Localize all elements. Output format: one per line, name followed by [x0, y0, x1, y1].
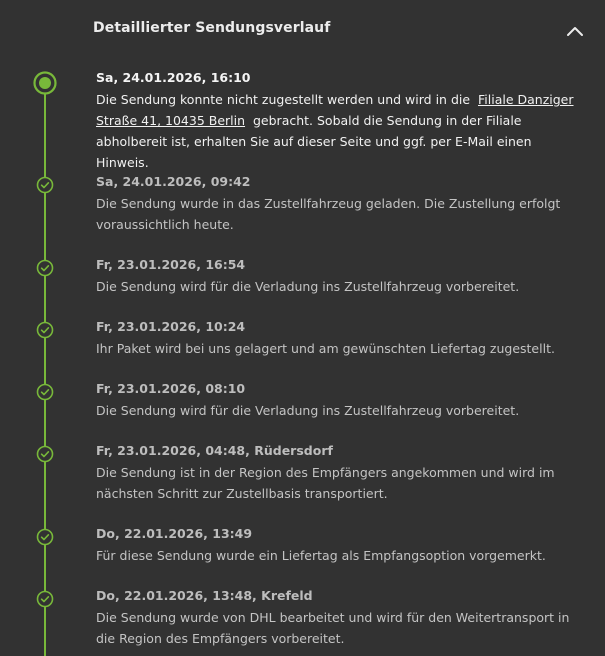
- event-description: Die Sendung wurde in das Zustellfahrzeug geladen. Die Zustellung erfolgt voraussichtlich heute.: [96, 196, 561, 232]
- check-circle-icon: [35, 320, 55, 340]
- check-circle-icon: [35, 589, 55, 609]
- event-text-after-link: gebracht. Sobald die Sendung in der Filiale abholbereit ist, erhalten Sie auf dieser Seite und ggf. per E-Mail einen Hinweis.: [96, 113, 532, 170]
- event-description: Die Sendung wurde von DHL bearbeitet und wird für den Weitertransport in die Region des Empfängers vorbereitet.: [96, 610, 570, 646]
- event-description: Die Sendung wird für die Verladung ins Zustellfahrzeug vorbereitet.: [96, 279, 520, 294]
- event-timestamp: Fr, 23.01.2026, 04:48, Rüdersdorf: [96, 443, 333, 458]
- event-timestamp: Do, 22.01.2026, 13:48, Krefeld: [96, 588, 313, 603]
- event-text-before-link: Die Sendung konnte nicht zugestellt werden und wird in die: [96, 92, 471, 107]
- event-description: Die Sendung wird für die Verladung ins Zustellfahrzeug vorbereitet.: [96, 403, 520, 418]
- check-circle-icon: [35, 175, 55, 195]
- event-timestamp: Sa, 24.01.2026, 09:42: [96, 174, 251, 189]
- history-title: Detaillierter Sendungsverlauf: [93, 20, 331, 36]
- event-description: Für diese Sendung wurde ein Liefertag als Empfangsoption vorgemerkt.: [96, 548, 546, 563]
- check-circle-icon: [35, 258, 55, 278]
- check-circle-icon: [35, 382, 55, 402]
- active-status-dot-icon: [33, 71, 57, 95]
- check-circle-icon: [35, 444, 55, 464]
- event-timestamp: Do, 22.01.2026, 13:49: [96, 526, 253, 541]
- event-timestamp: Sa, 24.01.2026, 16:10: [96, 70, 251, 85]
- event-description: Ihr Paket wird bei uns gelagert und am gewünschten Liefertag zugestellt.: [96, 341, 555, 356]
- chevron-up-icon: [562, 18, 588, 44]
- event-timestamp: Fr, 23.01.2026, 08:10: [96, 381, 246, 396]
- event-description: [96, 89, 588, 173]
- event-timestamp: Fr, 23.01.2026, 10:24: [96, 319, 246, 334]
- history-header[interactable]: [0, 0, 605, 62]
- collapse-button[interactable]: [562, 18, 588, 44]
- branch-link[interactable]: Filiale Danziger Straße 41, 10435 Berlin: [96, 92, 574, 128]
- event-description: Die Sendung ist in der Region des Empfängers angekommen und wird im nächsten Schritt zur Zustellbasis transportiert.: [96, 465, 555, 501]
- check-circle-icon: [35, 527, 55, 547]
- event-timestamp: Fr, 23.01.2026, 16:54: [96, 257, 246, 272]
